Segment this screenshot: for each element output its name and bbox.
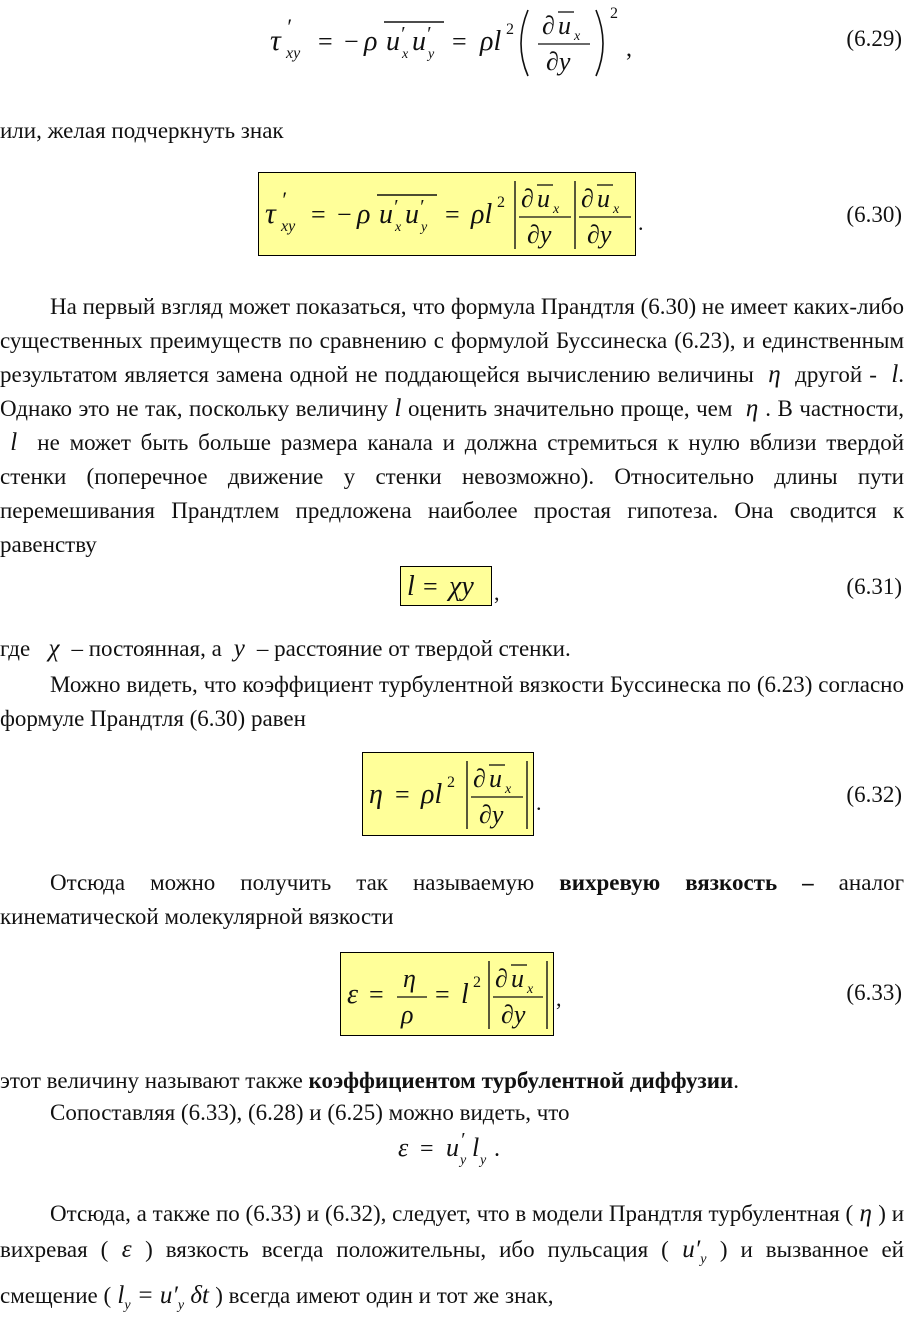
svg-text:,: , (626, 36, 632, 62)
equation-6-33 (341, 953, 553, 1035)
svg-text:′: ′ (460, 1129, 465, 1151)
u-prime-y-symbol: $u'_y$ (668, 1236, 707, 1267)
svg-text:x: x (613, 202, 620, 217)
svg-text:ρl: ρl (471, 199, 493, 230)
equation-box-6-30 (258, 172, 636, 256)
svg-text:xy: xy (286, 45, 301, 62)
eta-symbol: η (853, 1200, 879, 1227)
paragraph-comparison: Сопоставляя (6.33), (6.28) и (6.25) можно видеть, что (50, 1100, 570, 1125)
equation-box-6-33 (340, 952, 554, 1036)
svg-text:l: l (472, 1133, 480, 1162)
svg-text:=: = (452, 27, 467, 56)
paragraph-conclusion: Отсюда, а также по (6.33) и (6.32), следует, что в модели Прандтля турбулентная ( η ) и вихревая ( ε ) вязкость всегда положительны, ибо пульсация ( $u'_y$ ) и вызванное ей смещение ( $l_y = u'_y$ δt ) всегда имеют один и тот же знак, (0, 1200, 904, 1313)
svg-text:′: ′ (286, 14, 291, 39)
equation-number-6-32: (6.32) (846, 782, 902, 807)
svg-text:u: u (489, 764, 502, 793)
svg-text:u: u (386, 26, 400, 57)
svg-text:∂y: ∂y (479, 800, 504, 829)
svg-text:ρ: ρ (364, 26, 378, 57)
paragraph-boussinesq: Можно видеть, что коэффициент турбулентной вязкости Буссинеска по (6.23) согласно формуле Прандтля (6.30) равен (0, 672, 904, 731)
ly-expression: $l_y = u'_y$ δt (111, 1282, 216, 1313)
equation-6-30 (259, 173, 635, 255)
svg-text:u: u (446, 1133, 459, 1162)
svg-text:2: 2 (473, 974, 481, 991)
equation-6-31 (401, 567, 491, 605)
paragraph-turbulent-diffusion: этот величину называют также коэффициентом турбулентной диффузии. (0, 1068, 739, 1093)
svg-text:u: u (405, 199, 419, 230)
svg-text:′: ′ (400, 23, 405, 45)
svg-text:′: ′ (281, 187, 286, 212)
svg-text:u: u (558, 11, 571, 40)
svg-text:−: − (344, 27, 359, 56)
svg-text:2: 2 (506, 21, 514, 38)
svg-text:u: u (511, 964, 524, 993)
svg-text:u: u (597, 184, 610, 213)
paragraph-sign: или, желая подчеркнуть знак (0, 118, 284, 143)
svg-text:=: = (420, 1136, 434, 1162)
y-symbol: y (227, 635, 252, 662)
equation-epsilon-product (394, 1126, 524, 1170)
svg-text:=: = (423, 572, 438, 601)
equation-6-29 (260, 0, 660, 80)
equation-number-6-30: (6.30) (846, 202, 902, 227)
svg-text:∂: ∂ (473, 764, 486, 793)
equation-number-6-33: (6.33) (846, 980, 902, 1005)
l-symbol: l (0, 429, 28, 456)
svg-text:′: ′ (393, 196, 398, 218)
svg-text:∂: ∂ (542, 11, 555, 40)
svg-text:∂y: ∂y (501, 1000, 526, 1029)
svg-text:ρl: ρl (421, 779, 443, 810)
svg-text:y: y (480, 1153, 487, 1168)
svg-text:−: − (337, 200, 352, 229)
svg-text:l: l (407, 571, 415, 602)
svg-text:∂y: ∂y (587, 220, 612, 249)
equation-6-32 (363, 753, 533, 835)
equation-number-6-29: (6.29) (846, 26, 902, 51)
svg-text:y: y (421, 220, 428, 235)
svg-text:ρl: ρl (480, 26, 502, 57)
paragraph-prandtl: На первый взгляд может показаться, что формула Прандтля (6.30) не имеет каких-либо существенных преимуществ по сравнению с формулой Буссинеска (6.23), и единственным результатом является замена одной не поддающейся вычислению величины η другой - l. Однако это не так, поскольку величину l оценить значительно проще, чем η . В частности, l не может быть больше размера канала и должна стремиться к нулю вблизи твердой стенки (поперечное движение у стенки невозможно). Относительно длины пути перемешивания Прандтлем предложена наиболее простая гипотеза. Она сводится к равенству (0, 294, 904, 557)
svg-text:y: y (460, 1153, 467, 1168)
svg-text:∂: ∂ (495, 964, 508, 993)
eta-symbol: η (760, 361, 789, 388)
svg-text:η: η (369, 779, 383, 810)
equation-box-6-32 (362, 752, 534, 836)
svg-text:2: 2 (497, 194, 505, 211)
svg-text:ρ: ρ (357, 199, 371, 230)
svg-text:∂: ∂ (521, 184, 534, 213)
svg-text:l: l (461, 979, 469, 1010)
svg-text:=: = (445, 200, 460, 229)
svg-text:x: x (574, 29, 581, 44)
svg-text:∂y: ∂y (546, 47, 571, 76)
svg-text:u: u (412, 26, 426, 57)
svg-text:∂: ∂ (581, 184, 594, 213)
l-symbol: l (394, 395, 402, 422)
paragraph-eddy-viscosity: Отсюда можно получить так называемую вихревую вязкость – аналог кинематической молекулярной вязкости (0, 870, 904, 929)
svg-text:y: y (428, 47, 435, 62)
svg-text:τ: τ (270, 24, 281, 57)
svg-text:u: u (537, 184, 550, 213)
svg-text:2: 2 (610, 5, 618, 22)
svg-text:=: = (311, 200, 326, 229)
svg-text:=: = (395, 780, 410, 809)
svg-text:ε: ε (398, 1133, 409, 1162)
svg-text:x: x (505, 782, 512, 797)
equation-number-6-31: (6.31) (846, 574, 902, 599)
where-line: где χ – постоянная, а y – расстояние от твердой стенки. (0, 635, 571, 662)
l-symbol: l (883, 361, 899, 388)
svg-text:2: 2 (447, 774, 455, 791)
equation-box-6-31 (400, 566, 492, 606)
svg-text:χy: χy (449, 571, 474, 602)
svg-text:=: = (318, 27, 333, 56)
epsilon-symbol: ε (108, 1236, 146, 1263)
svg-text:η: η (403, 964, 416, 993)
svg-text:.: . (494, 1136, 500, 1162)
svg-text:ε: ε (347, 979, 359, 1010)
svg-text:=: = (369, 980, 384, 1009)
svg-text:′: ′ (426, 23, 431, 45)
svg-text:xy: xy (281, 218, 296, 235)
svg-text:x: x (395, 220, 402, 235)
eta-symbol: η (738, 395, 766, 422)
svg-text:x: x (553, 202, 560, 217)
chi-symbol: χ (35, 635, 66, 662)
svg-text:u: u (379, 199, 393, 230)
svg-text:τ: τ (265, 197, 276, 230)
svg-text:=: = (435, 980, 450, 1009)
svg-text:ρ: ρ (401, 1000, 414, 1029)
svg-text:x: x (527, 982, 534, 997)
svg-text:∂y: ∂y (527, 220, 552, 249)
svg-text:′: ′ (419, 196, 424, 218)
svg-text:x: x (402, 47, 409, 62)
